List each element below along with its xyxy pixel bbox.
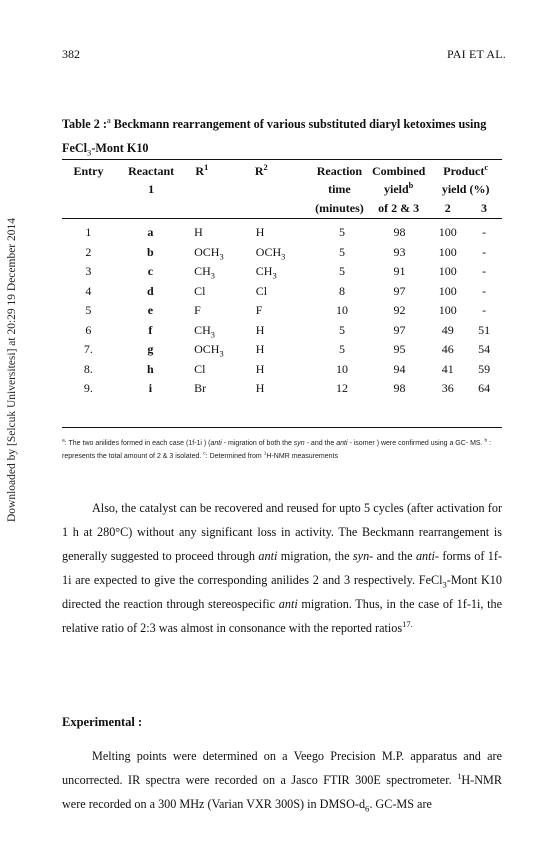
cell-entry: [62, 262, 115, 282]
cell-time-text: 5: [339, 244, 346, 259]
cell-product-2-text: 100: [438, 244, 457, 259]
cell-r2-text: H: [255, 225, 265, 240]
cell-r2-text: H: [255, 322, 265, 337]
cell-product-3-text: -: [482, 303, 487, 318]
paragraph-discussion: [62, 496, 502, 640]
cell-product-2-text: 36: [441, 381, 454, 396]
cell-time: [314, 301, 370, 321]
table-bottom-rule: [62, 427, 502, 428]
p2-text-c: . GC-MS are: [369, 797, 432, 811]
cell-r2: [248, 321, 314, 341]
cell-r2-text: H: [255, 342, 265, 357]
cell-r1-sub: 3: [219, 252, 224, 262]
cell-product-3: [466, 282, 502, 302]
cell-r2-sub: 3: [281, 252, 286, 262]
footnote-a-1: : The two anilides formed in each case (1f-1i ) (: [64, 440, 211, 447]
p2-sup: 1: [457, 770, 462, 781]
cell-reactant-text: e: [147, 303, 154, 318]
cell-product-3-text: -: [482, 244, 487, 259]
table-header-row: [62, 181, 502, 200]
cell-reactant: [115, 301, 186, 321]
col-r1-sup: 1: [204, 162, 209, 172]
col-reaction-2: time: [328, 182, 351, 197]
cell-r2: [248, 243, 314, 263]
table-row: [62, 301, 502, 321]
cell-product-2: [429, 340, 466, 360]
cell-combined-yield: [370, 262, 429, 282]
caption-label: Table 2 :: [62, 117, 107, 131]
cell-reactant-text: i: [148, 381, 153, 396]
cell-combined-yield-text: 94: [393, 361, 406, 376]
cell-entry: [62, 301, 115, 321]
cell-r1-text: CH: [194, 322, 211, 337]
section-heading-experimental: Experimental :: [62, 715, 143, 729]
paragraph-experimental: [62, 744, 502, 816]
p1-text-a: Also, the catalyst can be recovered and reused for upto 5 cycles (after activation for 1 h at 280°C) without any significant loss in activity. The Beckmann rearrangement is generally suggested to proceed through: [62, 501, 502, 563]
running-head: PAI ET AL.: [446, 47, 506, 61]
table-row: [62, 340, 502, 360]
p1-citation: 17.: [402, 618, 413, 629]
table-row: [62, 262, 502, 282]
cell-reactant: [115, 379, 186, 399]
p1-anti: anti: [258, 549, 278, 563]
footnote-a-anti: anti: [210, 440, 222, 447]
cell-time-text: 8: [339, 283, 346, 298]
table-row: [62, 379, 502, 399]
footnote-mark-c: c: [203, 451, 206, 457]
cell-r2: [248, 360, 314, 380]
table-row: [62, 321, 502, 341]
cell-r1: [186, 301, 248, 321]
col-combined-2-sup: b: [408, 181, 414, 191]
cell-entry: [62, 282, 115, 302]
col-combined-2: [368, 181, 429, 200]
cell-time: [314, 223, 370, 243]
cell-r2: [248, 223, 314, 243]
page-number: 382: [62, 47, 80, 61]
table-row: [62, 243, 502, 263]
table-footnote: [62, 437, 502, 463]
cell-product-2-text: 46: [441, 342, 454, 357]
col-product-text: Product: [443, 163, 485, 178]
cell-combined-yield-text: 93: [393, 244, 406, 259]
cell-r2-text: F: [255, 303, 263, 318]
table-top-rule: [62, 159, 502, 160]
p1-text-d: forms of 1f-1i are expected to give the corresponding anilides 2 and 3 respectively. FeCl: [62, 549, 502, 587]
col-reaction-3: (minutes): [315, 200, 364, 215]
table-header-rule: [62, 218, 502, 219]
col-combined-1: Combined: [371, 163, 426, 178]
cell-time: [314, 282, 370, 302]
cell-entry: [62, 243, 115, 263]
cell-r2-text: H: [255, 361, 265, 376]
cell-reactant-text: d: [147, 283, 154, 298]
cell-r2: [248, 379, 314, 399]
cell-combined-yield: [370, 301, 429, 321]
cell-time-text: 5: [339, 342, 346, 357]
cell-r2: [248, 282, 314, 302]
cell-product-2: [429, 301, 466, 321]
cell-r2-text: CH: [255, 264, 273, 279]
cell-combined-yield-text: 97: [393, 322, 406, 337]
table-body: [62, 223, 502, 399]
cell-time-text: 10: [336, 361, 349, 376]
cell-r1-text: H: [194, 225, 203, 240]
cell-reactant: [115, 321, 186, 341]
cell-product-3-text: -: [482, 225, 487, 240]
cell-entry: [62, 321, 115, 341]
cell-entry-text: 3: [85, 264, 92, 279]
cell-time-text: 5: [339, 264, 346, 279]
cell-r1: [186, 360, 248, 380]
cell-product-3: [466, 340, 502, 360]
cell-reactant: [115, 243, 186, 263]
col-r2-sup: 2: [263, 162, 268, 172]
cell-combined-yield-text: 91: [393, 264, 406, 279]
cell-time-text: 12: [336, 381, 349, 396]
cell-product-3-text: -: [482, 264, 487, 279]
cell-combined-yield: [370, 379, 429, 399]
download-watermark: [0, 140, 24, 600]
p2-text-b: H-NMR were recorded on a 300 MHz (Varian VXR 300S) in DMSO-d: [62, 773, 502, 811]
p1-text-c: and the: [373, 549, 416, 563]
footnote-a-anti-2: anti: [336, 440, 348, 447]
table-row: [62, 223, 502, 243]
cell-product-2: [429, 360, 466, 380]
cell-product-3-text: -: [482, 283, 487, 298]
cell-entry: [62, 223, 115, 243]
col-product-sub-3: 3: [481, 200, 488, 215]
cell-combined-yield: [370, 243, 429, 263]
cell-product-2-text: 100: [438, 283, 457, 298]
col-product-sup: c: [484, 162, 489, 172]
footnote-a-syn: syn: [293, 440, 305, 447]
cell-product-3: [466, 262, 502, 282]
p2-text-a: Melting points were determined on a Veego Precision M.P. apparatus and are uncorrected. IR spectra were recorded on a Jasco FTIR 300E spectrometer.: [62, 749, 502, 787]
cell-reactant-text: h: [147, 361, 154, 376]
cell-product-3: [466, 360, 502, 380]
cell-product-3: [466, 243, 502, 263]
cell-r2-sub: 3: [272, 271, 277, 281]
cell-entry-text: 2: [85, 244, 92, 259]
col-r1-text: R: [195, 163, 205, 178]
cell-combined-yield: [370, 282, 429, 302]
cell-reactant-text: f: [148, 322, 153, 337]
cell-product-2: [429, 262, 466, 282]
table-row: [62, 282, 502, 302]
cell-combined-yield-text: 97: [393, 283, 406, 298]
col-reaction-1: Reaction: [316, 163, 363, 178]
cell-time: [314, 262, 370, 282]
p1-text-f: migration. Thus, in the case of 1f-1i, the relative ratio of 2:3 was almost in consonance with the reported ratios: [62, 597, 502, 635]
cell-product-3-text: 51: [478, 322, 491, 337]
cell-r1-sub: 3: [210, 271, 215, 281]
col-product-1: [429, 162, 502, 181]
cell-time: [314, 360, 370, 380]
cell-product-2-text: 100: [438, 264, 457, 279]
cell-r2: [248, 301, 314, 321]
cell-r1-text: Cl: [194, 283, 206, 298]
p2-sub: 6: [365, 803, 370, 814]
caption-sub: 3: [87, 147, 92, 158]
cell-product-3-text: 64: [478, 381, 491, 396]
cell-r2-text: OCH: [255, 244, 282, 259]
footnote-mark-a: a: [62, 438, 65, 444]
col-r1: [187, 162, 246, 181]
cell-entry-text: 1: [85, 225, 92, 240]
footnote-a-2: - migration of both the: [221, 440, 294, 447]
table-header-row: [62, 199, 502, 218]
cell-product-3: [466, 223, 502, 243]
cell-entry: [62, 360, 115, 380]
cell-time-text: 5: [339, 225, 346, 240]
footnote-c-2: H-NMR measurements: [266, 453, 338, 460]
cell-reactant: [115, 282, 186, 302]
cell-r1-text: CH: [194, 264, 211, 279]
cell-entry-text: 7.: [83, 342, 93, 357]
download-watermark-text: Downloaded by [Selcuk Universitesi] at 20:29 19 December 2014: [6, 217, 19, 523]
cell-time-text: 5: [339, 322, 346, 337]
cell-product-3-text: 59: [478, 361, 491, 376]
cell-r1: [186, 340, 248, 360]
footnote-mark-b: b: [484, 438, 488, 444]
col-combined-3: of 2 & 3: [378, 200, 420, 215]
cell-product-2: [429, 379, 466, 399]
cell-r2: [248, 340, 314, 360]
cell-product-2-text: 100: [438, 225, 457, 240]
cell-r2-text: H: [255, 381, 265, 396]
p1-text-e: -Mont K10 directed the reaction through stereospecific: [62, 573, 502, 611]
cell-product-3: [466, 321, 502, 341]
cell-r1-text: Cl: [194, 361, 206, 376]
caption-text-2: -Mont K10: [91, 141, 149, 155]
cell-r1: [186, 321, 248, 341]
table-header: [62, 162, 502, 218]
p1-syn: syn-: [352, 549, 374, 563]
p1-sub: 3: [442, 579, 447, 590]
cell-time: [314, 243, 370, 263]
cell-reactant-text: g: [147, 342, 154, 357]
cell-r1-text: Br: [194, 381, 207, 396]
cell-combined-yield-text: 98: [393, 225, 406, 240]
cell-product-2-text: 49: [441, 322, 454, 337]
col-product-sub-2: 2: [444, 200, 451, 215]
table-row: [62, 360, 502, 380]
cell-r1: [186, 262, 248, 282]
cell-reactant: [115, 262, 186, 282]
cell-entry-text: 5: [85, 303, 92, 318]
cell-r2: [248, 262, 314, 282]
cell-entry-text: 6: [85, 322, 92, 337]
footnote-a-3: - and the: [304, 440, 337, 447]
cell-r1-text: OCH: [194, 244, 220, 259]
table-header-row: [62, 162, 502, 181]
cell-product-3: [466, 301, 502, 321]
footnote-c-1: : Determined from: [205, 453, 264, 460]
col-combined-2-text: yield: [383, 182, 409, 197]
cell-entry: [62, 379, 115, 399]
cell-entry-text: 4: [85, 283, 92, 298]
cell-time-text: 10: [336, 303, 349, 318]
cell-r1: [186, 282, 248, 302]
table-caption: [62, 112, 502, 160]
cell-entry: [62, 340, 115, 360]
cell-product-2: [429, 223, 466, 243]
cell-product-3-text: 54: [478, 342, 491, 357]
cell-r1: [186, 379, 248, 399]
cell-product-2-text: 100: [438, 303, 457, 318]
cell-combined-yield: [370, 340, 429, 360]
footnote-b: : represents the total amount of 2 & 3 isolated.: [62, 440, 492, 460]
col-r2: [247, 162, 311, 181]
cell-combined-yield: [370, 360, 429, 380]
col-reactant-1: Reactant: [128, 163, 175, 178]
caption-text-1: Beckmann rearrangement of various substituted diaryl ketoximes using FeCl: [62, 117, 487, 155]
cell-combined-yield: [370, 223, 429, 243]
footnote-c-sup: 1: [263, 451, 267, 457]
cell-reactant: [115, 340, 186, 360]
cell-r1-sub: 3: [219, 349, 224, 359]
cell-combined-yield-text: 95: [393, 342, 406, 357]
col-r2-text: R: [254, 163, 264, 178]
cell-reactant: [115, 223, 186, 243]
cell-combined-yield: [370, 321, 429, 341]
cell-combined-yield-text: 92: [393, 303, 406, 318]
col-product-2: yield (%): [441, 182, 490, 197]
cell-reactant-text: c: [147, 264, 154, 279]
col-entry: Entry: [73, 163, 104, 178]
p1-text-b: migration, the: [277, 549, 353, 563]
caption-mark: a: [106, 114, 111, 125]
cell-product-2: [429, 321, 466, 341]
cell-time: [314, 340, 370, 360]
cell-reactant: [115, 360, 186, 380]
p1-anti-3: anti: [278, 597, 298, 611]
col-reactant-2: 1: [148, 182, 155, 197]
cell-product-2: [429, 282, 466, 302]
p1-anti-2: anti-: [415, 549, 439, 563]
footnote-a-4: - isomer ) were confirmed using a GC- MS.: [347, 440, 485, 447]
cell-product-2: [429, 243, 466, 263]
cell-time: [314, 379, 370, 399]
cell-combined-yield-text: 98: [393, 381, 406, 396]
cell-r2-text: Cl: [255, 283, 268, 298]
cell-r1-text: F: [194, 303, 201, 318]
cell-reactant-text: b: [147, 244, 154, 259]
cell-r1: [186, 223, 248, 243]
cell-reactant-text: a: [147, 225, 154, 240]
cell-r1-text: OCH: [194, 342, 220, 357]
cell-entry-text: 9.: [83, 381, 93, 396]
cell-time: [314, 321, 370, 341]
cell-product-3: [466, 379, 502, 399]
cell-product-2-text: 41: [441, 361, 454, 376]
cell-entry-text: 8.: [83, 361, 93, 376]
cell-r1-sub: 3: [210, 330, 215, 340]
cell-r1: [186, 243, 248, 263]
